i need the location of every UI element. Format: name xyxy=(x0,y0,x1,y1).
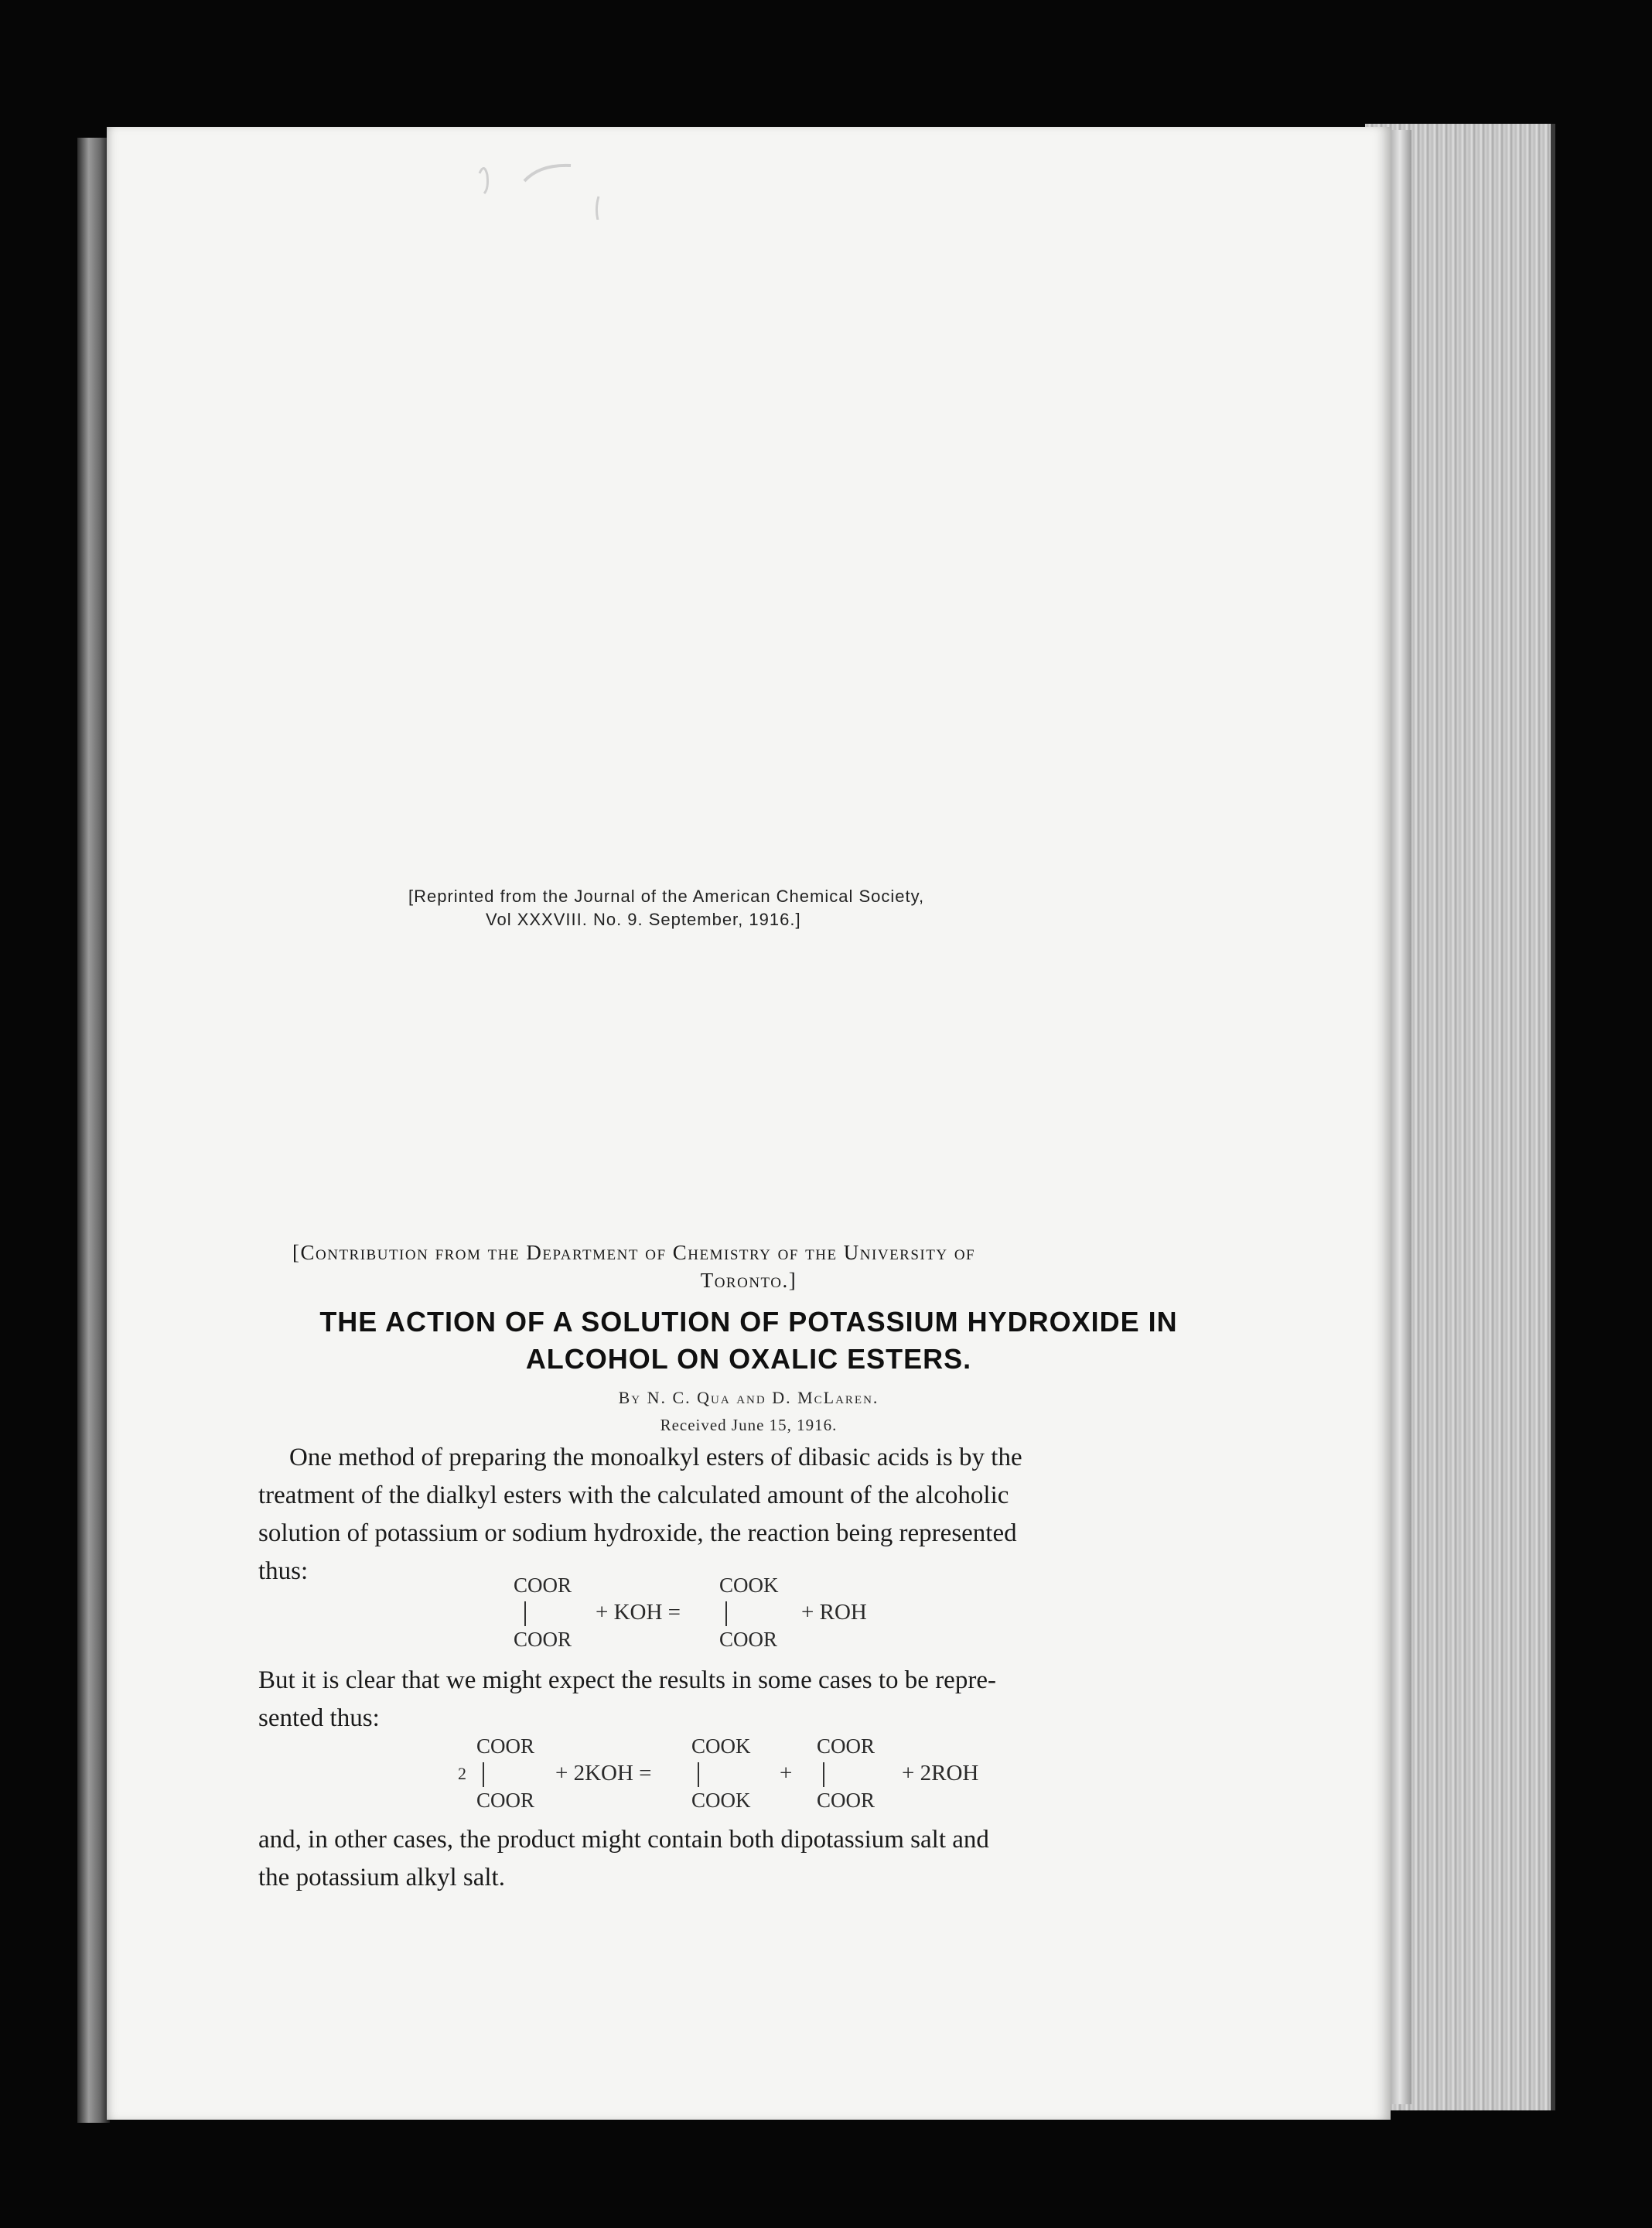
eq1-reactant-top: COOR xyxy=(514,1574,572,1597)
eq1-bond xyxy=(524,1601,526,1626)
paragraph-1-line: thus: xyxy=(258,1557,309,1585)
eq2-product2-top: COOR xyxy=(817,1734,875,1758)
eq2-product1-bottom: COOK xyxy=(691,1789,751,1812)
eq2-product2-bottom: COOR xyxy=(817,1789,875,1812)
paragraph-3-line: the potassium alkyl salt. xyxy=(258,1864,505,1891)
eq2-plus-koh: + 2KOH = xyxy=(555,1761,652,1785)
received-date: Received June 15, 1916. xyxy=(660,1416,838,1434)
eq2-reactant-top: COOR xyxy=(476,1734,535,1758)
paragraph-3 xyxy=(258,1821,1271,1897)
document-page xyxy=(107,127,1391,2120)
page-edges-highlight xyxy=(1388,130,1411,2104)
eq1-plus-koh: + KOH = xyxy=(596,1600,681,1625)
paragraph-1-line: One method of preparing the monoalkyl esters of dibasic acids is by the xyxy=(289,1444,1022,1471)
eq2-coefficient: 2 xyxy=(458,1764,466,1783)
paragraph-2-line: sented thus: xyxy=(258,1704,380,1732)
reprint-notice-line1: [Reprinted from the Journal of the American Chemical Society, xyxy=(408,887,925,906)
paragraph-1-line: solution of potassium or sodium hydroxide, the reaction being represented xyxy=(258,1519,1017,1547)
byline: By N. C. Qua and D. McLaren. xyxy=(618,1388,879,1407)
eq2-product1-top: COOK xyxy=(691,1734,751,1758)
contribution-line2: Toronto.] xyxy=(700,1269,797,1292)
paragraph-1 xyxy=(258,1439,1271,1591)
eq2-plus-roh: + 2ROH xyxy=(902,1761,979,1785)
paragraph-3-line: and, in other cases, the product might contain both dipotassium salt and xyxy=(258,1826,989,1854)
reprint-notice-line2: Vol XXXVIII. No. 9. September, 1916.] xyxy=(486,910,801,929)
contribution-line1: [Contribution from the Department of Chemistry of the University of xyxy=(292,1241,976,1264)
article-title-line2: ALCOHOL ON OXALIC ESTERS. xyxy=(525,1343,972,1375)
eq1-plus-roh: + ROH xyxy=(801,1600,867,1625)
eq2-bond xyxy=(823,1762,824,1787)
eq2-bond xyxy=(698,1762,699,1787)
eq2-reactant-bottom: COOR xyxy=(476,1789,535,1812)
paragraph-1-line: treatment of the dialkyl esters with the calculated amount of the alcoholic xyxy=(258,1481,1009,1509)
eq1-reactant-bottom: COOR xyxy=(514,1628,572,1651)
eq1-product-bottom: COOR xyxy=(719,1628,778,1651)
pencil-mark xyxy=(470,150,609,220)
book-spine xyxy=(77,138,110,2123)
article-title-line1: THE ACTION OF A SOLUTION OF POTASSIUM HYDROXIDE IN xyxy=(319,1306,1178,1338)
eq1-bond xyxy=(725,1601,727,1626)
eq2-plus: + xyxy=(780,1761,793,1785)
eq2-bond xyxy=(483,1762,484,1787)
paragraph-2-line: But it is clear that we might expect the results in some cases to be repre- xyxy=(258,1666,996,1694)
eq1-product-top: COOK xyxy=(719,1574,779,1597)
paragraph-2 xyxy=(258,1662,1271,1738)
